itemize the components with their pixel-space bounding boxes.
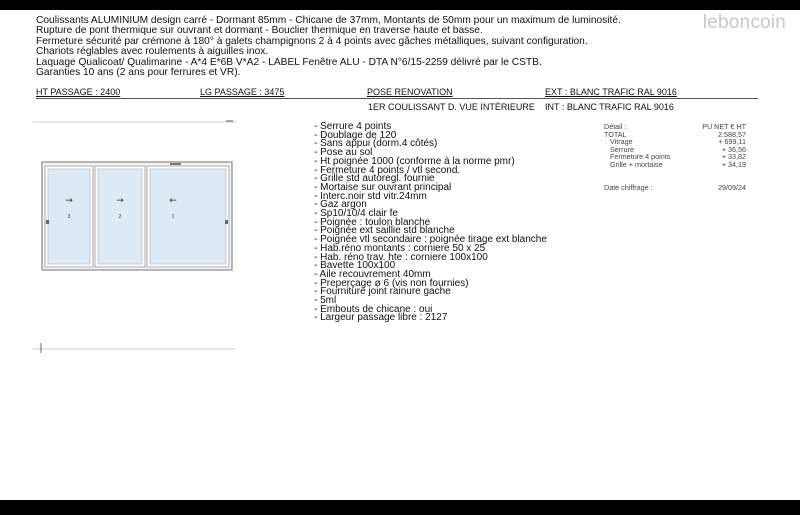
detail-label: Détail : (604, 122, 627, 131)
panel-1-arrow: ← (169, 196, 177, 206)
option-item: - Fourniture joint rainure gache (314, 286, 451, 298)
description-line-6: Garanties 10 ans (2 ans pour ferrures et VR). (36, 67, 241, 79)
price-header: PU NET € HT (702, 122, 746, 131)
detail-item-value: + 699,11 (718, 137, 746, 147)
option-item: - Mortaise sur ouvrant principal (314, 181, 452, 193)
option-item: - Ht poignée 1000 (conforme à la norme pmr) (314, 155, 515, 167)
panel-glass-1 (150, 169, 226, 264)
total-label: TOTAL (604, 129, 627, 139)
panel-3-number: 3 (67, 214, 71, 220)
product-description (36, 16, 621, 78)
description-line-4: Chariots réglables avec roulements à aiguilles inox. (36, 46, 269, 58)
option-item: - Serrure 4 points (314, 121, 392, 132)
option-item: - Hab.réno montants : corniere 50 x 25 (314, 242, 486, 254)
date-row (604, 184, 746, 192)
detail-item-label: Vitrage (610, 137, 633, 147)
panel-3-arrow: → (65, 196, 73, 206)
window-drawing (33, 120, 238, 358)
detail-item-label: Serrure (610, 144, 634, 154)
ext-color: EXT : BLANC TRAFIC RAL 9016 (545, 87, 677, 97)
option-item: - Poignée : toulon blanche (314, 216, 431, 228)
detail-item-value: + 36,56 (721, 144, 746, 154)
options-list (314, 123, 547, 323)
date-label: Date chiffrage : (604, 182, 653, 192)
ht-passage: HT PASSAGE : 2400 (36, 87, 121, 97)
panel-2-number: 2 (118, 214, 122, 220)
date-value: 29/09/24 (718, 182, 746, 192)
option-item: - Bavette 100x100 (314, 260, 396, 272)
option-item: - Largeur passage libre : 2127 (314, 312, 448, 324)
quote-page (0, 10, 800, 500)
description-line-5: Laquage Qualicoat/ Qualimarine - A*4 E*6B V*A2 - LABEL Fenêtre ALU - DTA N°6/15-2259 délivré par le CSTB. (36, 56, 542, 68)
option-item: - Pose au sol (314, 147, 373, 159)
option-item: - Interc.noir std vitr.24mm (314, 190, 427, 202)
description-line-2: Rupture de pont thermique sur ouvrant et dormant - Bouclier thermique en traverse haute et basse. (36, 25, 483, 37)
handle-right (225, 220, 228, 224)
description-line-1: Coulissants ALUMINIUM design carré - Dormant 85mm - Chicane de 37mm, Montants de 50mm pour un maximum de luminosité. (36, 15, 621, 26)
panel-2-arrow: → (116, 196, 124, 206)
opening-description: 1ER COULISSANT D. VUE INTÉRIEURE (368, 102, 535, 112)
option-item: - Doublage de 120 (314, 129, 397, 141)
option-item: - Grille std autoregl. fournie (314, 173, 435, 185)
option-item: - Gaz argon (314, 199, 367, 211)
option-item: - 5ml (314, 295, 337, 307)
description-line-3: Fermeture sécurité par crémone à 180° à galets champignons 2 à 4 points avec gâches métalliques, suivant configuration. (36, 35, 588, 47)
option-item: - Poignée vtl secondaire : poignée tirage ext blanche (314, 234, 547, 246)
option-item: - Poignée ext saillie std blanche (314, 225, 455, 237)
option-item: - Sp10/10/4 clair fe (314, 208, 398, 220)
option-item: - Preperçage ø 6 (vis non fournies) (314, 277, 469, 289)
option-item: - Embouts de chicane : oui (314, 303, 433, 315)
price-detail (604, 123, 746, 191)
option-item: - Aile recouvrement 40mm (314, 268, 431, 280)
detail-item-row (604, 161, 746, 169)
detail-item-value: + 34,19 (721, 159, 746, 169)
panel-1-number: 1 (171, 214, 175, 220)
detail-item-label: Fermeture 4 points (610, 152, 671, 162)
int-color: INT : BLANC TRAFIC RAL 9016 (545, 102, 674, 112)
lg-passage: LG PASSAGE : 3475 (200, 87, 285, 97)
frame-top-mark (170, 163, 181, 165)
leboncoin-watermark: leboncoin (702, 12, 786, 33)
detail-item-label: Grille + mortaise (610, 159, 663, 169)
option-item: - Sans appui (dorm.4 côtés) (314, 138, 438, 150)
total-value: 2.588,57 (718, 129, 746, 139)
detail-item-value: + 33,82 (721, 152, 746, 162)
handle-left (46, 220, 49, 224)
option-item: - Hab. réno trav. hte : corniere 100x100 (314, 251, 488, 263)
pose-type: POSE RENOVATION (367, 87, 453, 97)
option-item: - Fermeture 4 points / vtl second. (314, 164, 461, 176)
divider-line (36, 98, 758, 99)
